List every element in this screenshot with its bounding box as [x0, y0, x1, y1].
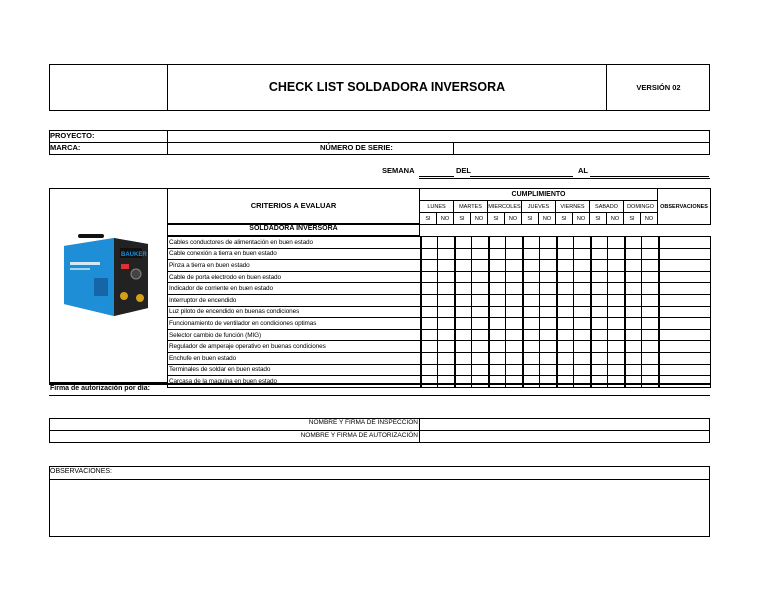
si-cell[interactable] [557, 248, 574, 260]
version-label: VERSIÓN 02 [636, 83, 681, 92]
criteria-header: CRITERIOS A EVALUAR [250, 201, 337, 210]
si-cell[interactable] [421, 364, 438, 376]
observation-cell[interactable] [659, 341, 711, 353]
authorization-label: NOMBRE Y FIRMA DE AUTORIZACIÓN [300, 432, 418, 439]
criteria-label: Selector cambio de función (MIG) [168, 329, 421, 341]
no-cell[interactable] [574, 283, 591, 295]
criteria-row [168, 341, 711, 353]
no-cell[interactable] [540, 248, 557, 260]
si-cell[interactable] [455, 260, 472, 272]
si-cell[interactable] [523, 352, 540, 364]
si-cell[interactable] [523, 306, 540, 318]
si-cell[interactable] [421, 341, 438, 353]
no-cell[interactable] [642, 318, 659, 330]
observation-cell[interactable] [659, 260, 711, 272]
observation-cell[interactable] [659, 283, 711, 295]
si-cell[interactable] [455, 237, 472, 249]
no-cell[interactable] [574, 341, 591, 353]
criteria-label: Carcasa de la maquina en buen estado [168, 376, 421, 388]
no-cell[interactable] [506, 329, 523, 341]
si-cell[interactable] [455, 248, 472, 260]
si-cell[interactable] [625, 248, 642, 260]
si-cell[interactable] [557, 341, 574, 353]
si-cell[interactable] [421, 306, 438, 318]
no-cell[interactable] [438, 248, 455, 260]
no-cell[interactable] [472, 294, 489, 306]
si-cell[interactable] [523, 294, 540, 306]
no-cell[interactable] [574, 318, 591, 330]
criteria-row [168, 294, 711, 306]
si-cell[interactable] [523, 237, 540, 249]
si-cell[interactable] [421, 248, 438, 260]
si-cell[interactable] [523, 248, 540, 260]
firma-label: Firma de autorización por día: [50, 385, 150, 392]
si-cell[interactable] [625, 329, 642, 341]
no-label: NO [607, 213, 624, 225]
criteria-row [168, 364, 711, 376]
criteria-label: Cables conductores de alimentación en buen estado [168, 237, 421, 249]
no-cell[interactable] [438, 306, 455, 318]
si-cell[interactable] [625, 237, 642, 249]
si-cell[interactable] [591, 318, 608, 330]
si-cell[interactable] [625, 260, 642, 272]
no-cell[interactable] [506, 248, 523, 260]
observation-cell[interactable] [659, 364, 711, 376]
no-cell[interactable] [438, 271, 455, 283]
no-cell[interactable] [642, 237, 659, 249]
si-cell[interactable] [455, 294, 472, 306]
criteria-label: Luz piloto de encendido en buenas condiciones [168, 306, 421, 318]
criteria-label: Pinza a tierra en buen estado [168, 260, 421, 272]
day-viernes: VIERNES [556, 201, 590, 213]
semana-line[interactable] [419, 176, 454, 177]
no-cell[interactable] [608, 271, 625, 283]
si-cell[interactable] [421, 294, 438, 306]
no-cell[interactable] [642, 294, 659, 306]
criteria-row [168, 283, 711, 295]
authorization-field[interactable] [420, 431, 709, 442]
day-jueves: JUEVES [522, 201, 556, 213]
no-cell[interactable] [472, 271, 489, 283]
si-cell[interactable] [455, 329, 472, 341]
no-cell[interactable] [608, 329, 625, 341]
no-cell[interactable] [506, 283, 523, 295]
no-cell[interactable] [506, 271, 523, 283]
no-cell[interactable] [574, 306, 591, 318]
si-cell[interactable] [557, 294, 574, 306]
no-cell[interactable] [506, 318, 523, 330]
criteria-label: Funcionamiento de ventilador en condiciones optimas [168, 318, 421, 330]
no-cell[interactable] [506, 306, 523, 318]
no-cell[interactable] [574, 237, 591, 249]
si-cell[interactable] [489, 294, 506, 306]
criteria-table [167, 236, 711, 388]
criteria-label: Regulador de amperaje operativo en buenas condiciones [168, 341, 421, 353]
no-cell[interactable] [642, 248, 659, 260]
no-cell[interactable] [642, 364, 659, 376]
si-label: SI [624, 213, 641, 225]
no-cell[interactable] [574, 248, 591, 260]
observation-cell[interactable] [659, 352, 711, 364]
criteria-row [168, 306, 711, 318]
si-cell[interactable] [591, 260, 608, 272]
criteria-row [168, 329, 711, 341]
no-cell[interactable] [472, 352, 489, 364]
no-cell[interactable] [506, 341, 523, 353]
no-cell[interactable] [438, 364, 455, 376]
proyecto-label: PROYECTO: [50, 131, 95, 140]
day-domingo: DOMINGO [624, 201, 658, 213]
section-title: SOLDADORA INVERSORA [249, 225, 338, 232]
welding-machine-icon [58, 232, 154, 318]
si-cell[interactable] [625, 341, 642, 353]
si-cell[interactable] [625, 294, 642, 306]
marca-field[interactable] [168, 143, 318, 154]
no-cell[interactable] [438, 341, 455, 353]
no-cell[interactable] [608, 318, 625, 330]
si-cell[interactable] [489, 306, 506, 318]
si-label: SI [488, 213, 505, 225]
no-cell[interactable] [438, 237, 455, 249]
cumplimiento-header: CUMPLIMIENTO [420, 189, 658, 201]
marca-label: MARCA: [50, 143, 81, 152]
no-cell[interactable] [472, 318, 489, 330]
no-cell[interactable] [506, 352, 523, 364]
no-cell[interactable] [438, 260, 455, 272]
si-cell[interactable] [421, 271, 438, 283]
no-cell[interactable] [608, 352, 625, 364]
no-cell[interactable] [472, 306, 489, 318]
no-cell[interactable] [608, 341, 625, 353]
si-cell[interactable] [523, 260, 540, 272]
no-cell[interactable] [438, 283, 455, 295]
no-cell[interactable] [540, 318, 557, 330]
no-cell[interactable] [472, 364, 489, 376]
si-cell[interactable] [625, 271, 642, 283]
si-cell[interactable] [421, 352, 438, 364]
criteria-row [168, 260, 711, 272]
si-cell[interactable] [591, 271, 608, 283]
page-title: CHECK LIST SOLDADORA INVERSORA [268, 80, 506, 94]
observation-cell[interactable] [659, 306, 711, 318]
si-cell[interactable] [421, 318, 438, 330]
no-cell[interactable] [472, 341, 489, 353]
criteria-row [168, 237, 711, 249]
no-cell[interactable] [574, 294, 591, 306]
si-cell[interactable] [455, 271, 472, 283]
si-label: SI [522, 213, 539, 225]
no-cell[interactable] [540, 283, 557, 295]
inspection-field[interactable] [420, 419, 709, 430]
no-cell[interactable] [574, 364, 591, 376]
inspection-label: NOMBRE Y FIRMA DE INSPECCIÓN [308, 419, 418, 426]
si-cell[interactable] [489, 318, 506, 330]
criteria-label: Interruptor de encendido [168, 294, 421, 306]
no-cell[interactable] [472, 283, 489, 295]
si-cell[interactable] [625, 283, 642, 295]
si-cell[interactable] [455, 352, 472, 364]
no-label: NO [641, 213, 658, 225]
day-martes: MARTES [454, 201, 488, 213]
no-cell[interactable] [438, 352, 455, 364]
no-label: NO [539, 213, 556, 225]
si-cell[interactable] [591, 306, 608, 318]
si-cell[interactable] [523, 283, 540, 295]
no-label: NO [471, 213, 488, 225]
si-cell[interactable] [523, 271, 540, 283]
si-cell[interactable] [557, 364, 574, 376]
no-cell[interactable] [608, 260, 625, 272]
serie-label: NÚMERO DE SERIE: [320, 143, 393, 152]
si-cell[interactable] [455, 306, 472, 318]
criteria-row [168, 352, 711, 364]
no-cell[interactable] [608, 306, 625, 318]
no-label: NO [573, 213, 590, 225]
si-cell[interactable] [557, 237, 574, 249]
si-cell[interactable] [591, 283, 608, 295]
no-cell[interactable] [608, 294, 625, 306]
del-label: DEL [456, 166, 471, 175]
criteria-row [168, 248, 711, 260]
si-cell[interactable] [489, 271, 506, 283]
firma-row[interactable] [167, 384, 710, 395]
si-cell[interactable] [455, 283, 472, 295]
si-cell[interactable] [421, 329, 438, 341]
si-cell[interactable] [557, 260, 574, 272]
si-cell[interactable] [557, 318, 574, 330]
si-cell[interactable] [489, 248, 506, 260]
observation-cell[interactable] [659, 271, 711, 283]
al-label: AL [578, 166, 588, 175]
si-cell[interactable] [625, 318, 642, 330]
si-label: SI [420, 213, 437, 225]
no-cell[interactable] [608, 248, 625, 260]
serie-field[interactable] [454, 143, 709, 154]
si-label: SI [556, 213, 573, 225]
si-cell[interactable] [455, 318, 472, 330]
observaciones-header: OBSERVACIONES [658, 189, 711, 225]
no-cell[interactable] [540, 341, 557, 353]
no-cell[interactable] [540, 364, 557, 376]
day-lunes: LUNES [420, 201, 454, 213]
svg-text:BAUKER: BAUKER [121, 252, 147, 258]
si-label: SI [454, 213, 471, 225]
no-cell[interactable] [642, 271, 659, 283]
observations-label: OBSERVACIONES: [50, 468, 112, 475]
si-cell[interactable] [523, 318, 540, 330]
no-cell[interactable] [438, 318, 455, 330]
no-cell[interactable] [472, 248, 489, 260]
day-miercoles: MIERCOLES [488, 201, 522, 213]
si-cell[interactable] [591, 341, 608, 353]
no-cell[interactable] [540, 271, 557, 283]
si-cell[interactable] [557, 352, 574, 364]
no-cell[interactable] [540, 306, 557, 318]
si-cell[interactable] [523, 341, 540, 353]
no-cell[interactable] [506, 237, 523, 249]
day-sabado: SABADO [590, 201, 624, 213]
si-cell[interactable] [591, 352, 608, 364]
observation-cell[interactable] [659, 248, 711, 260]
no-cell[interactable] [574, 352, 591, 364]
si-cell[interactable] [489, 341, 506, 353]
al-line[interactable] [590, 176, 709, 177]
si-label: SI [590, 213, 607, 225]
no-cell[interactable] [540, 352, 557, 364]
si-cell[interactable] [591, 248, 608, 260]
semana-label: SEMANA [382, 166, 415, 175]
no-cell[interactable] [438, 329, 455, 341]
si-cell[interactable] [557, 306, 574, 318]
del-line[interactable] [470, 176, 573, 177]
criteria-label: Cable de porta electrodo en buen estado [168, 271, 421, 283]
no-cell[interactable] [472, 237, 489, 249]
si-cell[interactable] [625, 306, 642, 318]
observation-cell[interactable] [659, 294, 711, 306]
no-cell[interactable] [642, 341, 659, 353]
criteria-row [168, 271, 711, 283]
no-label: NO [437, 213, 454, 225]
si-cell[interactable] [557, 329, 574, 341]
no-cell[interactable] [506, 260, 523, 272]
no-cell[interactable] [472, 260, 489, 272]
no-cell[interactable] [506, 364, 523, 376]
observation-cell[interactable] [659, 318, 711, 330]
no-cell[interactable] [540, 329, 557, 341]
no-cell[interactable] [608, 237, 625, 249]
observation-cell[interactable] [659, 329, 711, 341]
si-cell[interactable] [489, 352, 506, 364]
compliance-header-table [419, 188, 711, 225]
si-cell[interactable] [489, 237, 506, 249]
si-cell[interactable] [489, 364, 506, 376]
criteria-label: Indicador de corriente en buen estado [168, 283, 421, 295]
si-cell[interactable] [421, 283, 438, 295]
observations-field[interactable] [50, 480, 709, 536]
no-cell[interactable] [642, 260, 659, 272]
si-cell[interactable] [489, 329, 506, 341]
si-cell[interactable] [421, 260, 438, 272]
si-cell[interactable] [591, 237, 608, 249]
no-cell[interactable] [506, 294, 523, 306]
no-cell[interactable] [438, 294, 455, 306]
no-label: NO [505, 213, 522, 225]
si-cell[interactable] [591, 364, 608, 376]
no-cell[interactable] [642, 352, 659, 364]
no-cell[interactable] [472, 329, 489, 341]
si-cell[interactable] [557, 271, 574, 283]
si-cell[interactable] [523, 364, 540, 376]
welding-machine-image [58, 232, 154, 318]
si-cell[interactable] [421, 237, 438, 249]
no-cell[interactable] [642, 283, 659, 295]
criteria-row [168, 318, 711, 330]
no-cell[interactable] [540, 260, 557, 272]
si-cell[interactable] [489, 260, 506, 272]
si-cell[interactable] [523, 329, 540, 341]
no-cell[interactable] [574, 329, 591, 341]
no-cell[interactable] [574, 260, 591, 272]
criteria-label: Cable conexión a tierra en buen estado [168, 248, 421, 260]
no-cell[interactable] [540, 237, 557, 249]
si-cell[interactable] [591, 329, 608, 341]
criteria-label: Enchufe en buen estado [168, 352, 421, 364]
no-cell[interactable] [642, 306, 659, 318]
si-cell[interactable] [455, 364, 472, 376]
no-cell[interactable] [642, 329, 659, 341]
proyecto-field[interactable] [168, 131, 709, 142]
si-cell[interactable] [625, 364, 642, 376]
no-cell[interactable] [608, 364, 625, 376]
no-cell[interactable] [574, 271, 591, 283]
si-cell[interactable] [455, 341, 472, 353]
no-cell[interactable] [608, 283, 625, 295]
si-cell[interactable] [557, 283, 574, 295]
observation-cell[interactable] [659, 237, 711, 249]
si-cell[interactable] [489, 283, 506, 295]
si-cell[interactable] [591, 294, 608, 306]
si-cell[interactable] [625, 352, 642, 364]
criteria-label: Terminales de soldar en buen estado [168, 364, 421, 376]
no-cell[interactable] [540, 294, 557, 306]
